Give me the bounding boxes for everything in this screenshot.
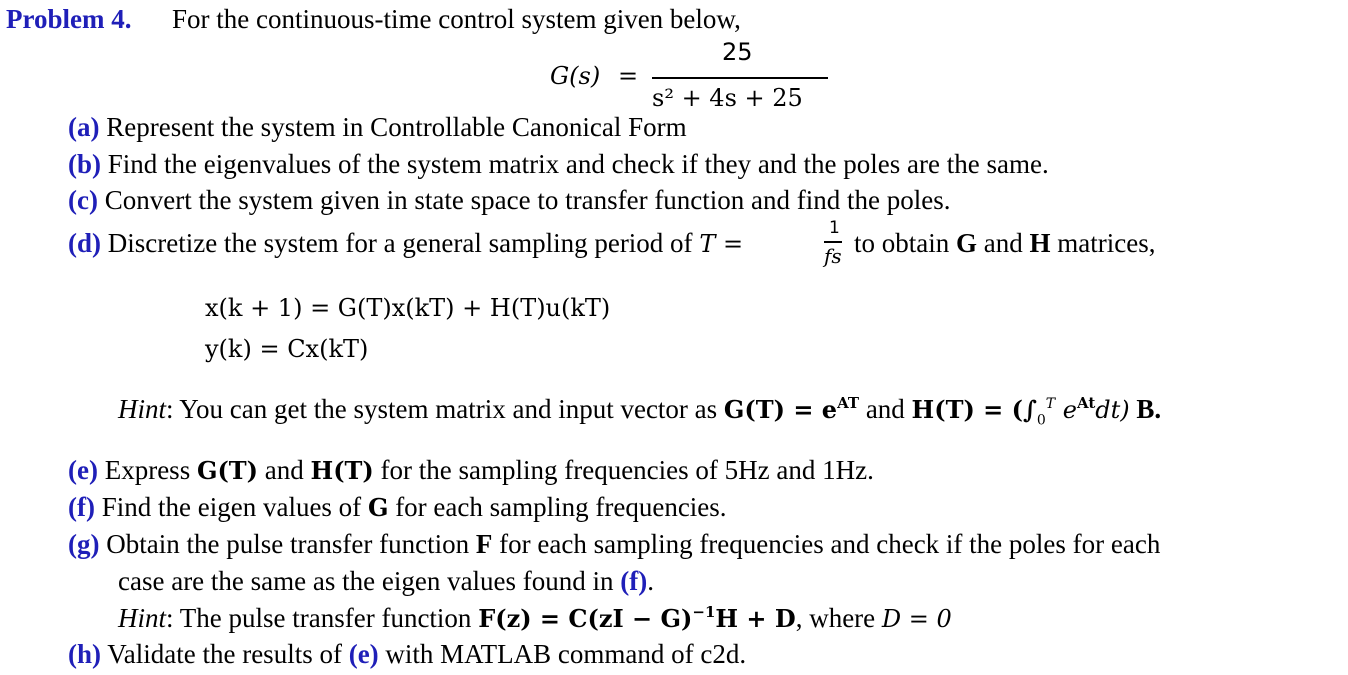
item-a-text: Represent the system in Controllable Canonical Form: [99, 112, 687, 142]
output-equation: y(k) = Cx(kT): [205, 335, 369, 363]
item-e-math1: G(T): [196, 456, 259, 485]
item-d-G: G: [956, 228, 978, 258]
state-equation: x(k + 1) = G(T)x(kT) + H(T)u(kT): [205, 294, 611, 322]
item-h-letter: (h): [68, 639, 101, 669]
hint-1-math2-sub: 0: [1036, 412, 1046, 429]
item-f: [68, 492, 727, 523]
problem-intro: For the continuous-time control system given below,: [172, 4, 741, 34]
item-g-line2-end: .: [647, 566, 655, 596]
hint-2-math2: D = 0: [881, 605, 952, 633]
hint-1-text3: B.: [1129, 394, 1162, 424]
hint-2-math1-sup: −1: [692, 603, 716, 621]
hint-1-math2-rest: e: [1055, 396, 1077, 424]
item-d: [68, 228, 743, 259]
hint-1-label: Hint: [118, 394, 167, 424]
hint-2-text1: : The pulse transfer function: [166, 603, 479, 633]
item-d-text: Discretize the system for a general sampling period of: [101, 228, 700, 258]
item-g-math1: F: [475, 529, 493, 559]
hint-2-text2: , where: [795, 603, 882, 633]
item-b-letter: (b): [68, 149, 101, 179]
item-f-text1: Find the eigen values of: [94, 492, 368, 522]
item-h-text2: with MATLAB command of c2d.: [378, 639, 747, 669]
hint-1-math2-end: dt): [1095, 396, 1130, 424]
hint-1-math1-sup: AT: [837, 394, 860, 412]
item-d-H: H: [1029, 228, 1051, 258]
item-c-text: Convert the system given in state space to transfer function and find the poles.: [97, 185, 951, 215]
hint-1-math2-sup: T: [1045, 396, 1056, 412]
item-g-letter: (g): [68, 529, 100, 559]
item-f-math1: G: [367, 493, 389, 522]
hint-2-math1: F(z) = C(zI − G): [478, 604, 693, 633]
item-a-letter: (a): [68, 112, 100, 142]
item-h-ref: (e): [348, 639, 379, 669]
item-d-rest: [854, 228, 1155, 259]
item-d-mid2: and: [977, 228, 1030, 258]
item-g: [68, 529, 1160, 560]
hint-1-text2: and: [859, 394, 912, 424]
item-d-letter: (d): [68, 228, 101, 258]
item-d-after: matrices,: [1050, 228, 1156, 258]
item-g-line2: [118, 566, 654, 597]
hint-1: [118, 394, 1161, 428]
item-e: [68, 455, 874, 486]
item-h-text1: Validate the results of: [101, 639, 349, 669]
item-g-ref: (f): [620, 566, 648, 596]
tf-lhs: G(s): [550, 62, 601, 90]
tf-equals: =: [618, 62, 639, 90]
item-g-text1: Obtain the pulse transfer function: [99, 529, 476, 559]
sampling-fraction-numerator: 1: [829, 218, 840, 238]
item-c-letter: (c): [68, 185, 98, 215]
item-e-math2: H(T): [310, 456, 374, 485]
item-e-text1: Express: [97, 455, 197, 485]
item-d-mid1: to obtain: [854, 228, 956, 258]
item-h: [68, 639, 746, 670]
hint-1-math1: G(T) = e: [723, 395, 838, 424]
fraction-bar: [652, 77, 828, 79]
tf-numerator: 25: [722, 38, 753, 66]
item-f-letter: (f): [68, 492, 95, 522]
item-b: [68, 149, 1049, 180]
sampling-fraction-bar: [824, 241, 842, 243]
hint-2-label: Hint: [118, 603, 167, 633]
item-d-math: T =: [699, 230, 744, 258]
item-g-line2-text: case are the same as the eigen values found in: [118, 566, 621, 596]
item-f-text2: for each sampling frequencies.: [388, 492, 727, 522]
item-g-text2: for each sampling frequencies and check if the poles for each: [492, 529, 1161, 559]
item-b-text: Find the eigenvalues of the system matrix and check if they and the poles are the same.: [101, 149, 1049, 179]
item-a: [68, 112, 687, 143]
sampling-fraction-denominator: fs: [824, 244, 842, 268]
hint-2: [118, 603, 952, 634]
hint-1-math2: H(T) = (∫: [911, 395, 1037, 424]
tf-denominator: s² + 4s + 25: [652, 84, 803, 112]
problem-label: Problem 4.: [6, 4, 132, 34]
item-c: [68, 185, 951, 216]
item-e-letter: (e): [68, 455, 98, 485]
hint-1-text1: : You can get the system matrix and input vector as: [166, 394, 724, 424]
hint-2-math1-end: H + D: [715, 604, 796, 633]
item-e-text2: and: [258, 455, 311, 485]
hint-1-math2-rest-sup: At: [1076, 394, 1096, 412]
item-e-text3: for the sampling frequencies of 5Hz and 1Hz.: [373, 455, 874, 485]
